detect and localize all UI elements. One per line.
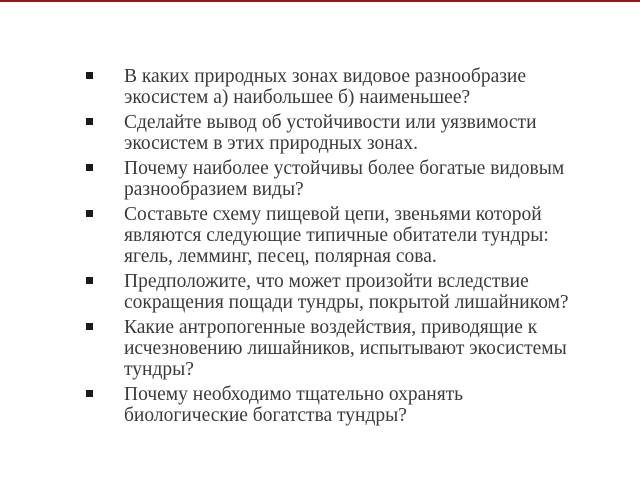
- question-item-1: [86, 66, 618, 108]
- question-item-6: [86, 317, 618, 380]
- question-2-line-2: экосистем в этих природных зонах.: [124, 133, 418, 154]
- question-7-line-2: биологические богатства тундры?: [124, 405, 407, 426]
- question-6-line-2: исчезновению лишайников, испытывают экосистемы: [124, 338, 567, 359]
- question-6-line-1: Какие антропогенные воздействия, приводящие к: [124, 317, 538, 338]
- question-4-line-3: ягель, лемминг, песец, полярная сова.: [124, 246, 437, 267]
- square-bullet-icon: [86, 390, 93, 397]
- square-bullet-icon: [86, 118, 93, 125]
- question-2-line-1: Сделайте вывод об устойчивости или уязвимости: [124, 112, 537, 133]
- square-bullet-icon: [86, 277, 93, 284]
- question-4-line-1: Составьте схему пищевой цепи, звеньями которой: [124, 204, 542, 225]
- question-7-line-1: Почему необходимо тщательно охранять: [124, 384, 464, 405]
- question-list: [86, 66, 618, 426]
- square-bullet-icon: [86, 164, 93, 171]
- question-3-line-1: Почему наиболее устойчивы более богатые видовым: [124, 158, 565, 179]
- question-item-7: [86, 384, 618, 426]
- question-6-line-3: тундры?: [124, 359, 194, 380]
- square-bullet-icon: [86, 323, 93, 330]
- square-bullet-icon: [86, 72, 93, 79]
- question-item-3: [86, 158, 618, 200]
- question-item-5: [86, 271, 618, 313]
- question-3-line-2: разнообразием виды?: [124, 179, 304, 200]
- question-5-line-2: сокращения пощади тундры, покрытой лишайником?: [124, 292, 569, 313]
- question-5-line-1: Предположите, что может произойти вследствие: [124, 271, 529, 292]
- question-4-line-2: являются следующие типичные обитатели тундры:: [124, 225, 549, 246]
- question-1-line-2: экосистем а) наибольшее б) наименьшее?: [124, 87, 471, 108]
- question-1-line-1: В каких природных зонах видовое разнообразие: [124, 66, 527, 87]
- question-item-4: [86, 204, 618, 267]
- top-accent-rule: [0, 0, 640, 2]
- square-bullet-icon: [86, 210, 93, 217]
- question-item-2: [86, 112, 618, 154]
- slide-content: [86, 66, 618, 430]
